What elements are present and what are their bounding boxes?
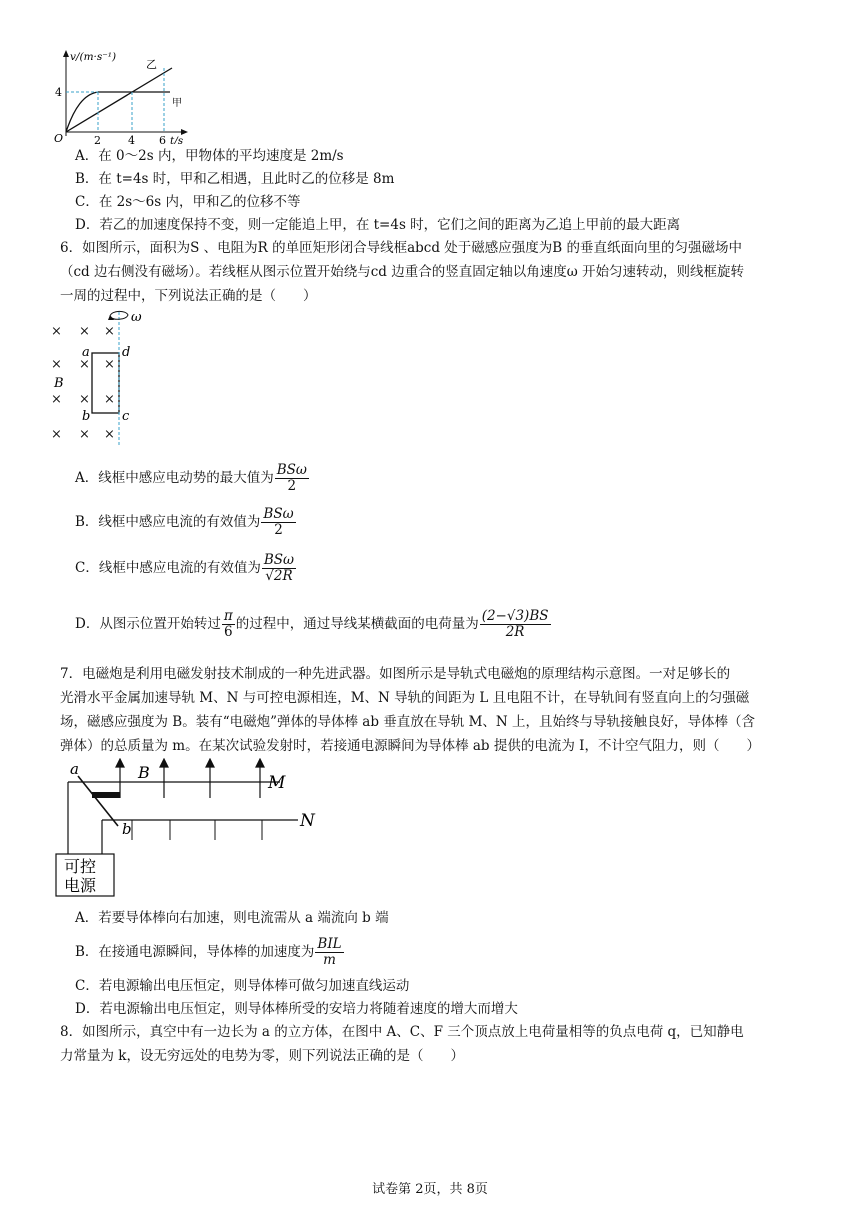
q7-stem-line4: 弹体）的总质量为 m。在某次试验发射时，若接通电源瞬间为导体棒 ab 提供的电流为 I，不计空气阻力，则（ ） [60,738,760,754]
q7-stem-line2: 光滑水平金属加速导轨 M、N 与可控电源相连，M、N 导轨的间距为 L 且电阻不计，在导轨间有竖直向上的匀强磁 [60,690,750,706]
q7-label-N: N [300,811,315,831]
q6-option-a[interactable] [75,462,310,494]
q6-option-d-text: D．从图示位置开始转过 [75,616,221,632]
graph-xtick-4: 4 [128,134,135,144]
q6-label-c: c [122,409,130,424]
svg-text:×: × [79,357,90,372]
svg-text:×: × [51,324,62,339]
q6-label-a: a [82,345,90,360]
q6-option-c-fraction: $\frac{\text{BSω}}{√2R}$ [263,552,295,584]
q6-option-d-angle: $\frac{\pi}{6}$ [223,608,233,640]
q6-option-b-text: B．线框中感应电流的有效值为 [75,514,261,530]
q5-option-b[interactable]: B．在 t=4s 时，甲和乙相遇，且此时乙的位移是 8m [75,171,395,187]
svg-text:×: × [51,392,62,407]
q7-label-b: b [122,820,132,838]
q7-option-c[interactable]: C．若电源输出电压恒定，则导体棒可做匀加速直线运动 [75,978,410,994]
q6-option-a-text: A．线框中感应电动势的最大值为 [75,470,274,486]
svg-text:×: × [79,427,90,442]
svg-text:×: × [104,357,115,372]
page-footer: 试卷第 2页，共 8页 [372,1182,488,1197]
q6-stem-line1: 6．如图所示，面积为S 、电阻为R 的单匝矩形闭合导线框abcd 处于磁感应强度为B 的垂直纸面向里的匀强磁场中 [60,240,742,256]
graph-xtick-2: 2 [94,134,101,144]
q6-option-b-fraction: $\frac{\text{BSω}}{2}$ [263,506,294,538]
svg-text:×: × [51,357,62,372]
svg-text:×: × [51,427,62,442]
svg-text:×: × [104,324,115,339]
q7-label-a: a [70,760,79,778]
q6-coil-figure [46,308,156,446]
vt-graph [46,48,196,144]
q6-label-d: d [122,345,131,360]
q7-railgun-figure [52,758,322,900]
q7-option-b[interactable] [75,936,345,968]
q6-option-c[interactable] [75,552,297,584]
q5-option-c[interactable]: C．在 2s～6s 内，甲和乙的位移不等 [75,194,301,210]
svg-text:×: × [79,324,90,339]
q7-option-d[interactable]: D．若电源输出电压恒定，则导体棒所受的安培力将随着速度的增大而增大 [75,1001,518,1017]
graph-xlabel: t/s [170,135,184,144]
q6-option-d-charge: $\frac{(2-√3)BS}{2R}$ [481,608,549,640]
q6-label-B: B [54,376,64,391]
svg-text:×: × [104,427,115,442]
q6-option-d-mid: 的过程中，通过导线某横截面的电荷量为 [235,616,479,632]
graph-label-jia: 甲 [172,98,182,109]
q7-label-B: B [138,763,150,782]
svg-text:×: × [79,392,90,407]
graph-label-yi: 乙 [146,58,157,71]
q7-option-b-fraction: $\frac{\text{BIL}}{m}$ [317,936,342,968]
q7-source-line1: 可控 [64,857,97,876]
q6-label-b: b [82,409,91,424]
q6-option-c-text: C．线框中感应电流的有效值为 [75,560,261,576]
q6-option-a-fraction: $\frac{\text{BSω}}{2}$ [276,462,307,494]
q7-source-line2: 电源 [64,876,97,895]
q6-option-b[interactable] [75,506,297,538]
q7-option-b-text: B．在接通电源瞬间，导体棒的加速度为 [75,944,315,960]
q7-stem-line3: 场，磁感应强度为 B。装有“电磁炮”弹体的导体棒 ab 垂直放在导轨 M、N 上，且始终与导轨接触良好，导体棒（含 [60,714,756,730]
q5-option-a[interactable]: A．在 0～2s 内，甲物体的平均速度是 2m/s [75,148,344,164]
q7-label-M: M [268,773,286,793]
graph-ylabel: v/(m·s⁻¹) [70,51,117,63]
q6-omega: ω [131,310,142,325]
q6-stem-line3: 一周的过程中，下列说法正确的是（ ） [60,288,317,304]
graph-xtick-6: 6 [159,134,166,144]
q6-stem-line2: （cd 边右侧没有磁场）。若线框从图示位置开始绕与cd 边重合的竖直固定轴以角速度ω 开始匀速转动，则线框旋转 [60,264,745,280]
q6-option-d[interactable] [75,608,552,640]
q7-stem-line1: 7．电磁炮是利用电磁发射技术制成的一种先进武器。如图所示是导轨式电磁炮的原理结构示意图。一对足够长的 [60,666,731,682]
svg-text:×: × [104,392,115,407]
graph-ytick: 4 [55,86,62,99]
q7-option-a[interactable]: A．若要导体棒向右加速，则电流需从 a 端流向 b 端 [75,910,389,926]
q5-option-d[interactable]: D．若乙的加速度保持不变，则一定能追上甲，在 t=4s 时，它们之间的距离为乙追上甲前的最大距离 [75,217,681,233]
graph-origin: O [54,132,64,144]
q8-stem-line2: 力常量为 k，设无穷远处的电势为零，则下列说法正确的是（ ） [60,1048,464,1064]
q8-stem-line1: 8．如图所示，真空中有一边长为 a 的立方体，在图中 A、C、F 三个顶点放上电荷量相等的负点电荷 q，已知静电 [60,1024,744,1040]
